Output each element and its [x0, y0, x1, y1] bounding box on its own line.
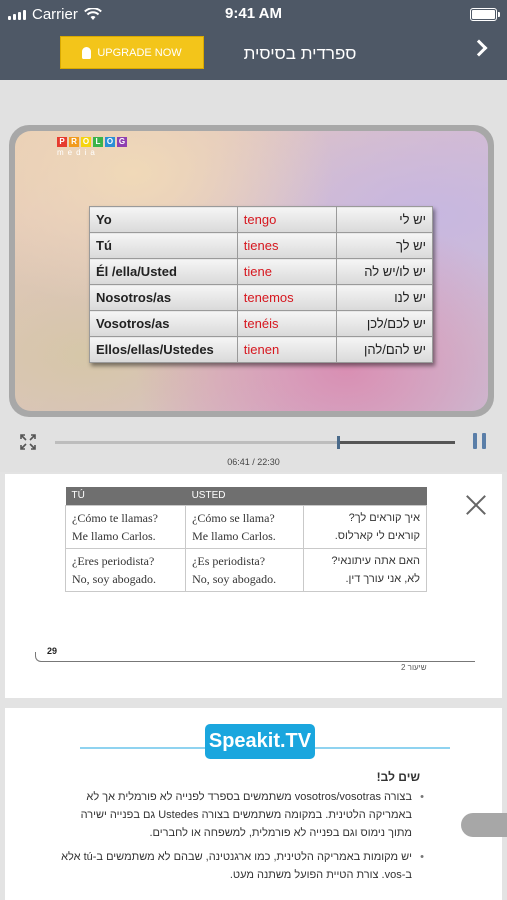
hebrew-cell: יש לו/יש לה	[337, 259, 433, 285]
usted-cell	[186, 505, 304, 548]
hebrew-cell: יש לנו	[337, 285, 433, 311]
book-page-2	[5, 708, 502, 900]
conjugation-table	[89, 206, 433, 363]
hebrew-cell: יש להם/להן	[337, 337, 433, 363]
cell-line: ¿Cómo se llama?	[192, 510, 275, 525]
column-header-tu: TÚ	[66, 487, 186, 505]
verb-cell: tienen	[237, 337, 337, 363]
conjugation-row	[90, 337, 433, 363]
prolog-logo-letter: R	[69, 137, 79, 147]
note-box	[60, 768, 420, 890]
hebrew-cell: יש לכם/לכן	[337, 311, 433, 337]
prolog-logo-letter: O	[106, 137, 114, 146]
cell-line: איך קוראים לך?	[348, 511, 420, 524]
video-player	[0, 80, 507, 472]
prolog-logo-letter: G	[118, 137, 126, 146]
pronoun-cell: Tú	[90, 233, 238, 259]
cell-line: לא, אני עורך דין.	[345, 572, 420, 585]
pronoun-cell: Vosotros/as	[90, 311, 238, 337]
conjugation-row	[90, 259, 433, 285]
upgrade-label: UPGRADE NOW	[97, 46, 182, 59]
battery-icon	[470, 8, 497, 21]
prolog-logo-letter: P	[57, 137, 67, 147]
he-cell	[303, 548, 426, 591]
note-bullet: • בצורה vosotros/vosotras משתמשים בספרד לפנייה לא פורמלית אך לא באמריקה הלטינית. במקומה משתמשים בצורה Ustedes גם בפנייה ישירה מתוך נימוס וגם בפנייה לא פורמלית, למשפחה או לחברים.	[60, 788, 420, 842]
lesson-label: שיעור 2	[401, 663, 427, 672]
book-page-1	[5, 474, 502, 698]
tu-cell	[66, 548, 186, 591]
he-cell	[303, 505, 426, 548]
carrier-label: Carrier	[32, 6, 78, 23]
prolog-logo-letter: L	[93, 137, 103, 147]
tu-cell	[66, 505, 186, 548]
cell-line: ¿Cómo te llamas?	[72, 510, 158, 525]
cell-line: Me llamo Carlos.	[192, 528, 276, 543]
cell-line: קוראים לי קארלוס.	[334, 529, 420, 542]
video-frame[interactable]	[9, 125, 494, 417]
table-row	[66, 548, 427, 591]
video-content	[15, 131, 488, 411]
cell-line: האם אתה עיתונאי?	[331, 554, 420, 567]
verb-cell: tenéis	[237, 311, 337, 337]
examples-table	[65, 487, 427, 592]
pause-icon[interactable]	[473, 433, 487, 449]
conjugation-row	[90, 311, 433, 337]
pronoun-cell: Ellos/ellas/Ustedes	[90, 337, 238, 363]
conjugation-row	[90, 233, 433, 259]
seek-thumb[interactable]	[337, 436, 340, 449]
status-time: 9:41 AM	[225, 5, 282, 22]
page-title: ספרדית בסיסית	[243, 44, 357, 63]
player-controls	[0, 420, 507, 470]
prolog-logo	[57, 137, 127, 157]
upgrade-button[interactable]	[60, 36, 204, 69]
column-header-hebrew	[303, 487, 426, 505]
top-bar	[0, 0, 507, 80]
speakit-logo: Speakit.TV	[205, 724, 315, 759]
hebrew-cell: יש לי	[337, 207, 433, 233]
note-bullet: • יש מקומות באמריקה הלטינית, כמו ארגנטינה, שבהם לא משתמשים ב-tú אלא ב-vos. צורת הטיית הפועל משתנה מעט.	[60, 848, 420, 884]
table-row	[66, 505, 427, 548]
chevron-right-icon[interactable]	[471, 40, 488, 57]
verb-cell: tengo	[237, 207, 337, 233]
upgrade-icon	[82, 47, 91, 59]
timecode: 06:41 / 22:30	[227, 457, 280, 467]
verb-cell: tenemos	[237, 285, 337, 311]
cell-line: ¿Es periodista?	[192, 553, 266, 568]
prolog-logo-letter: O	[82, 137, 90, 146]
fullscreen-icon[interactable]	[20, 434, 36, 450]
usted-cell	[186, 548, 304, 591]
page-number: 29	[47, 646, 58, 656]
pronoun-cell: Él /ella/Usted	[90, 259, 238, 285]
column-header-usted: USTED	[186, 487, 304, 505]
drawer-handle[interactable]	[461, 813, 507, 837]
pronoun-cell: Yo	[90, 207, 238, 233]
conjugation-row	[90, 207, 433, 233]
cell-line: ¿Eres periodista?	[72, 553, 155, 568]
pronoun-cell: Nosotros/as	[90, 285, 238, 311]
status-bar	[0, 0, 507, 28]
close-icon[interactable]	[465, 494, 487, 516]
cell-line: No, soy abogado.	[72, 571, 156, 586]
hebrew-cell: יש לך	[337, 233, 433, 259]
note-title: שים לב!	[376, 770, 420, 784]
page-footer-line	[35, 652, 475, 662]
verb-cell: tienes	[237, 233, 337, 259]
prolog-logo-sub: media	[57, 148, 99, 157]
verb-cell: tiene	[237, 259, 337, 285]
cell-line: Me llamo Carlos.	[72, 528, 156, 543]
seek-bar[interactable]	[55, 441, 455, 444]
conjugation-row	[90, 285, 433, 311]
seek-bar-progress	[55, 441, 338, 444]
cell-line: No, soy abogado.	[192, 571, 277, 586]
